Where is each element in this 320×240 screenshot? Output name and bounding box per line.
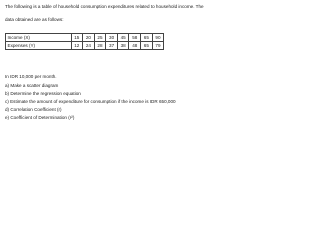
table-cell: 24 — [83, 42, 95, 50]
document-page — [0, 0, 204, 125]
table-cell: 38 — [117, 42, 129, 50]
table-row — [6, 34, 164, 42]
table-cell: 48 — [129, 42, 141, 50]
question-a: a) Make a scatter diagram — [5, 83, 59, 88]
table-cell: 12 — [71, 42, 83, 50]
table-cell: 30 — [106, 34, 118, 42]
row-header-expenses: Expenses (Y) — [6, 42, 72, 50]
units-note: In IDR 10,000 per month. — [5, 74, 57, 79]
table-cell: 90 — [152, 34, 164, 42]
table-cell: 79 — [152, 42, 164, 50]
table-cell: 45 — [117, 34, 129, 42]
table-row — [6, 42, 164, 50]
table-cell: 28 — [94, 42, 106, 50]
table-cell: 58 — [129, 34, 141, 42]
question-d: d) Correlation Coefficient (r) — [5, 107, 62, 112]
row-header-income: Income (X) — [6, 34, 72, 42]
intro-text-line-2: data obtained are as follows: — [5, 17, 64, 22]
table-cell: 15 — [71, 34, 83, 42]
table-cell: 65 — [141, 34, 153, 42]
table-cell: 65 — [141, 42, 153, 50]
intro-text-line-1: The following is a table of household consumption expenditures related to household income. The — [5, 4, 204, 9]
question-e: e) Coefficient of Determination (r²) — [5, 115, 75, 120]
question-c: c) Estimate the amount of expenditure for consumption if the income is IDR 650,000 — [5, 99, 176, 104]
data-table — [5, 33, 164, 50]
table-cell: 25 — [94, 34, 106, 42]
table-cell: 37 — [106, 42, 118, 50]
question-b: b) Determine the regression equation — [5, 91, 81, 96]
table-cell: 20 — [83, 34, 95, 42]
